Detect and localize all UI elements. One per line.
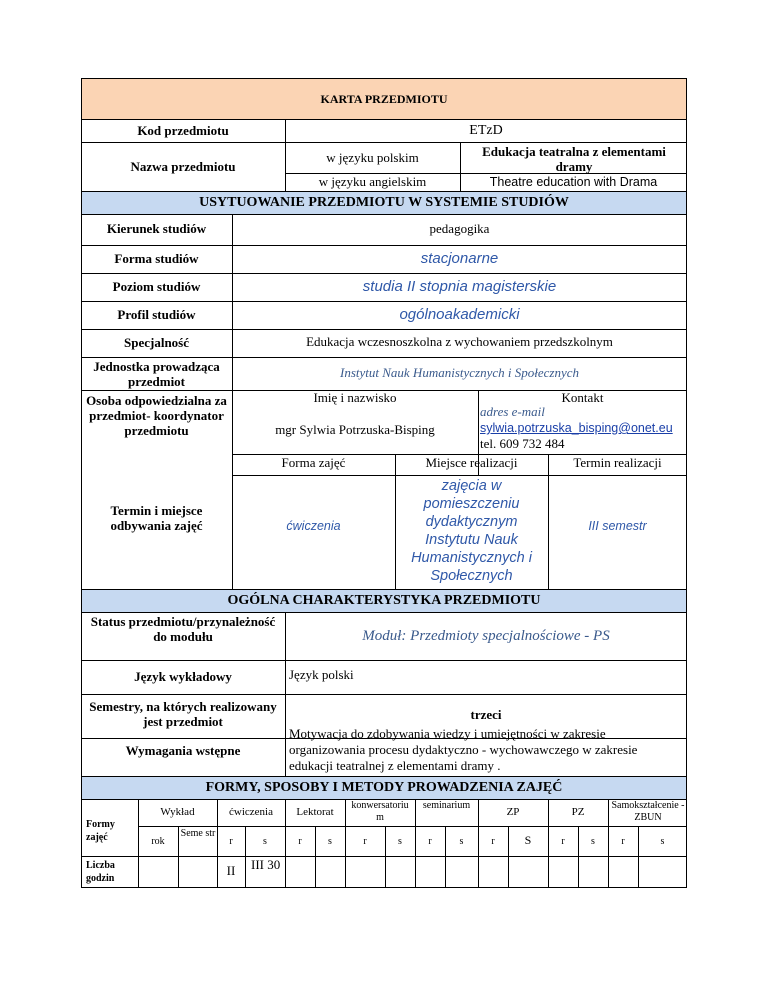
nazwa-pl-value: Edukacja teatralna z elementami dramy xyxy=(482,144,666,174)
osoba-phone: tel. 609 732 484 xyxy=(480,436,565,451)
nazwa-en-label: w języku angielskim xyxy=(318,174,427,189)
kierunek-value: pedagogika xyxy=(429,221,490,236)
semestry-value: trzeci xyxy=(470,707,502,722)
termin-miejsce-header: Miejsce realizacji xyxy=(425,455,518,470)
osoba-contact-header: Kontakt xyxy=(561,390,604,405)
cw-s-hours: III 30 xyxy=(251,857,281,872)
specjalnosc-value: Edukacja wczesnoszkolna z wychowaniem przedszkolnym xyxy=(306,334,613,349)
card-title: KARTA PRZEDMIOTU xyxy=(320,92,448,106)
sub-zbun-r: r xyxy=(621,836,625,847)
section1-title: USYTUOWANIE PRZEDMIOTU W SYSTEMIE STUDIÓW xyxy=(199,195,569,210)
nazwa-en-value: Theatre education with Drama xyxy=(489,175,658,189)
sub-zp-s: S xyxy=(524,833,532,847)
jednostka-label: Jednostka prowadząca przedmiot xyxy=(93,359,220,389)
status-value: Moduł: Przedmioty specjalnościowe - PS xyxy=(362,628,610,644)
sub-cw-s: s xyxy=(263,836,267,847)
sub-lek-s: s xyxy=(328,836,332,847)
profil-label: Profil studiów xyxy=(117,307,196,322)
kod-label: Kod przedmiotu xyxy=(137,123,229,138)
termin-forma-value: ćwiczenia xyxy=(286,519,341,533)
termin-termin-header: Termin realizacji xyxy=(573,455,662,470)
jezyk-value: Język polski xyxy=(289,667,354,682)
group-zp: ZP xyxy=(506,806,520,818)
sub-cw-r: r xyxy=(229,836,233,847)
kierunek-label: Kierunek studiów xyxy=(106,221,207,236)
group-seminarium: seminarium xyxy=(422,800,471,811)
sub-pz-r: r xyxy=(561,836,565,847)
formy-hours-label: Liczba godzin xyxy=(86,860,115,884)
osoba-email[interactable]: sylwia.potrzuska_bisping@onet.eu xyxy=(480,421,673,435)
sub-konw-r: r xyxy=(363,836,367,847)
sub-semestr: Seme str xyxy=(180,828,216,839)
forma-label: Forma studiów xyxy=(114,251,199,266)
sub-sem-s: s xyxy=(459,836,464,847)
jednostka-value: Instytut Nauk Humanistycznych i Społecznych xyxy=(340,365,579,380)
jezyk-label: Język wykładowy xyxy=(134,669,232,684)
group-samoksztalcenie: Samokształcenie - ZBUN xyxy=(611,800,685,823)
semestry-label: Semestry, na których realizowany jest przedmiot xyxy=(89,699,277,729)
poziom-label: Poziom studiów xyxy=(112,279,201,294)
wymagania-label: Wymagania wstępne xyxy=(125,743,241,758)
sub-zp-r: r xyxy=(491,836,495,847)
sub-rok: rok xyxy=(151,836,165,847)
section3-title: FORMY, SPOSOBY I METODY PROWADZENIA ZAJĘĆ xyxy=(205,780,563,795)
termin-label: Termin i miejsce odbywania zajęć xyxy=(110,503,203,533)
status-label: Status przedmiotu/przynależność do modułu xyxy=(90,614,276,644)
group-pz: PZ xyxy=(571,806,585,818)
wymagania-value: Motywacja do zdobywania wiedzy i umiejętności w zakresie organizowania procesu dydaktyczno - wychowawczego w zakresie edukacji teatralnej z elementami dramy . xyxy=(289,726,638,773)
specjalnosc-label: Specjalność xyxy=(124,335,189,350)
kod-value: ETzD xyxy=(469,123,503,138)
nazwa-label: Nazwa przedmiotu xyxy=(130,159,236,174)
group-cwiczenia: ćwiczenia xyxy=(229,806,273,818)
group-konwersatorium: konwersatorium xyxy=(351,800,409,823)
poziom-value: studia II stopnia magisterskie xyxy=(362,278,557,295)
group-wyklad: Wykład xyxy=(160,806,195,818)
termin-forma-header: Forma zajęć xyxy=(281,455,346,470)
sub-zbun-s: s xyxy=(660,836,665,847)
formy-row-label: Formy zajęć xyxy=(86,819,115,843)
osoba-email-label: adres e-mail xyxy=(480,404,545,419)
sub-pz-s: s xyxy=(591,836,595,847)
group-lektorat: Lektorat xyxy=(296,806,334,818)
forma-value: stacjonarne xyxy=(420,250,499,267)
section2-title: OGÓLNA CHARAKTERYSTYKA PRZEDMIOTU xyxy=(227,593,541,608)
sub-sem-r: r xyxy=(428,836,432,847)
cw-r-hours: II xyxy=(226,863,236,878)
termin-termin-value: III semestr xyxy=(588,519,647,533)
termin-miejsce-value: zajęcia w pomieszczeniu dydaktycznym Instytutu Nauk Humanistycznych i Społecznych xyxy=(411,478,532,584)
profil-value: ogólnoakademicki xyxy=(399,306,520,323)
osoba-name: mgr Sylwia Potrzuska-Bisping xyxy=(275,422,435,437)
sub-konw-s: s xyxy=(398,836,402,847)
nazwa-pl-label: w języku polskim xyxy=(326,150,419,165)
sub-lek-r: r xyxy=(298,836,302,847)
osoba-label: Osoba odpowiedzialna za przedmiot- koordynator przedmiotu xyxy=(86,393,227,438)
osoba-name-header: Imię i nazwisko xyxy=(313,390,397,405)
